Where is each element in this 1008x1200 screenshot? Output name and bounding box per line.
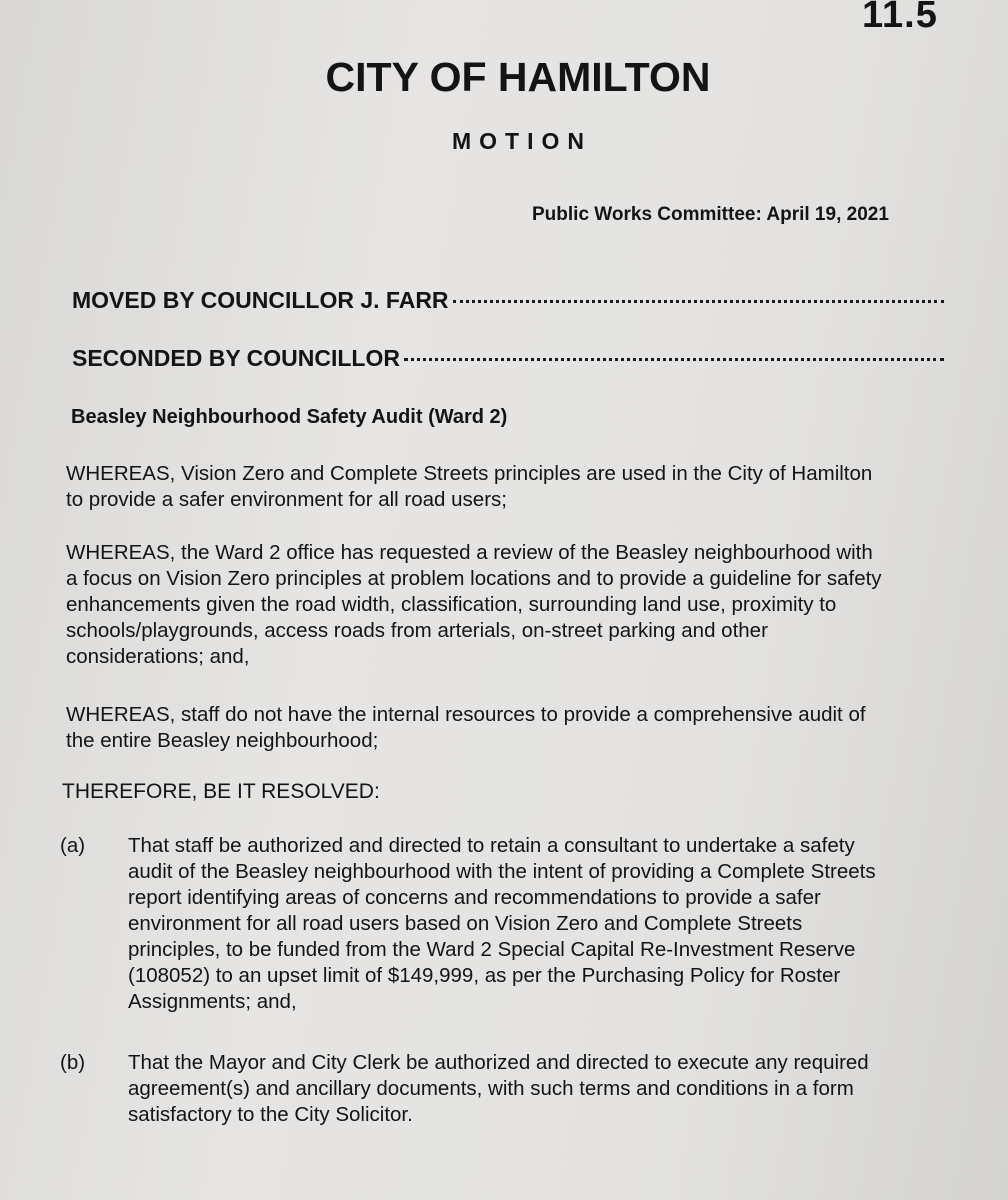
moved-by-line <box>72 287 944 314</box>
clause-text: That the Mayor and City Clerk be authorized and directed to execute any required agreement(s) and ancillary documents, with such terms and conditions in a form satisfactory to the City Solicitor. <box>128 1051 869 1126</box>
document-type: MOTION <box>452 128 592 154</box>
committee-date-line: Public Works Committee: April 19, 2021 <box>532 204 889 225</box>
whereas-paragraph: WHEREAS, staff do not have the internal resources to provide a comprehensive audit of the entire Beasley neighbourhood; <box>66 703 866 752</box>
resolution-clause <box>60 833 980 1015</box>
moved-by-signature-line <box>453 300 944 303</box>
whereas-paragraph: WHEREAS, Vision Zero and Complete Streets principles are used in the City of Hamilton to provide a safer environment for all road users; <box>66 462 873 511</box>
whereas-paragraph: WHEREAS, the Ward 2 office has requested a review of the Beasley neighbourhood with a focus on Vision Zero principles at problem locations and to provide a guideline for safety enhancements given the road width, classification, surrounding land use, proximity to schools/playgrounds, access roads from arterials, on-street parking and other considerations; and, <box>66 541 882 668</box>
seconded-by-line <box>72 345 944 372</box>
agenda-item-number: 11.5 <box>862 0 938 36</box>
resolved-heading: THEREFORE, BE IT RESOLVED: <box>62 780 380 803</box>
city-title: CITY OF HAMILTON <box>325 54 711 100</box>
motion-subject: Beasley Neighbourhood Safety Audit (Ward 2) <box>71 406 508 428</box>
seconded-by-label: SECONDED BY COUNCILLOR <box>72 345 400 371</box>
moved-by-label: MOVED BY COUNCILLOR J. FARR <box>72 287 449 313</box>
resolution-clause <box>60 1050 980 1128</box>
clause-label: (a) <box>60 834 86 857</box>
clause-label: (b) <box>60 1051 86 1074</box>
seconded-by-signature-line <box>404 358 944 361</box>
clause-text: That staff be authorized and directed to retain a consultant to undertake a safety audit of the Beasley neighbourhood with the intent of providing a Complete Streets report identifying areas of concerns and recommendations to provide a safer environment for all road users based on Vision Zero and Complete Streets principles, to be funded from the Ward 2 Special Capital Re-Investment Reserve (108052) to an upset limit of $149,999, as per the Purchasing Policy for Roster Assignments; and, <box>128 834 876 1013</box>
